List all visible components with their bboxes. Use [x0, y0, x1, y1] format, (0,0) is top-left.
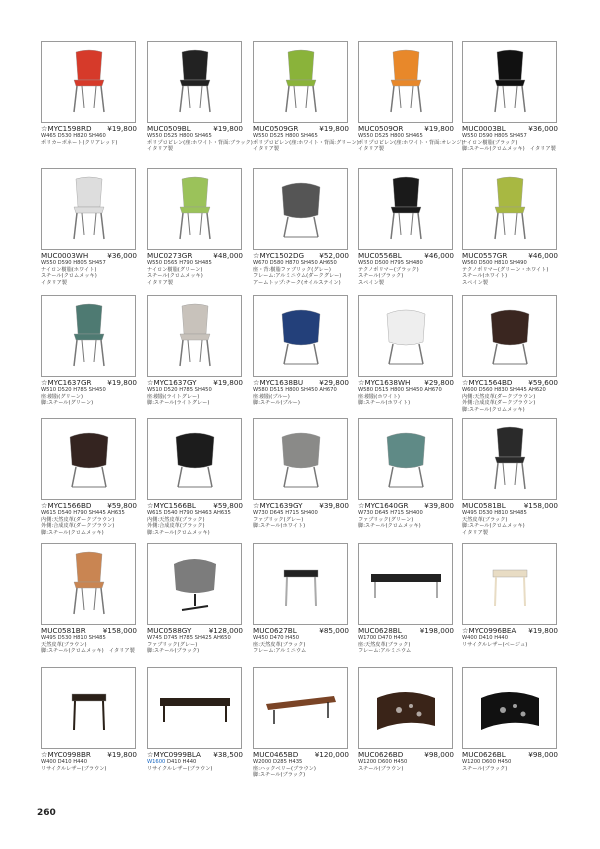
product-code-price: [41, 501, 137, 510]
product-price: ¥98,000: [528, 750, 558, 759]
product-price: ¥128,000: [208, 626, 243, 635]
product-code-price: [253, 251, 349, 260]
product-code: ☆MYC0998BR: [41, 750, 91, 759]
product-code-price: [41, 251, 137, 260]
product-material-line: イタリア製: [41, 279, 67, 286]
product-dimensions: W510 D520 H785 SH450: [41, 387, 106, 393]
product-code: ☆MYC0999BLA: [147, 750, 201, 759]
chair-light-grey-icon: [147, 295, 242, 377]
product-info: [462, 626, 562, 648]
product-code: ☆MYC1566BD: [41, 501, 92, 510]
product-price: ¥85,000: [319, 626, 349, 635]
product-material-line: ファブリック(グレー): [147, 641, 198, 648]
product-info: [358, 626, 458, 655]
product-dimensions: W615 D540 H790 SH463 AH635: [147, 510, 231, 516]
product-info: [41, 501, 141, 536]
product-code-price: [147, 750, 243, 759]
product-code: MUC0273GR: [147, 251, 193, 260]
product-code-price: [358, 251, 454, 260]
product-price: ¥29,800: [319, 378, 349, 387]
product-code: ☆MYC1639GY: [253, 501, 303, 510]
product-price: ¥98,000: [424, 750, 454, 759]
product-info: [147, 626, 247, 655]
product-material-line: スチール(ブラック): [358, 273, 404, 280]
product-code: ☆MYC1637GR: [41, 378, 92, 387]
product-dimensions: W1200 D600 H450: [358, 759, 408, 765]
product-material-line: 天然皮革(ブラウン): [41, 641, 87, 648]
product-code: ☆MYC1566BL: [147, 501, 196, 510]
product-material-line: ファブリック(グレー): [253, 516, 304, 523]
stool-leather-black-icon: [253, 543, 348, 625]
bench-leather-black-icon: [358, 543, 453, 625]
product-material-line: アームトップ:チーク(オイルステイン): [253, 279, 341, 286]
product-price: ¥120,000: [314, 750, 349, 759]
product-price: ¥19,800: [213, 124, 243, 133]
product-price: ¥158,000: [102, 626, 137, 635]
product-dimensions: W495 D530 H810 SH485: [462, 510, 527, 516]
product-material-line: 天然皮革(ブラック): [462, 516, 508, 523]
product-code-price: [462, 251, 558, 260]
product-material-line: リサイクルレザー(ブラウン): [147, 765, 213, 772]
product-material-line: 座:ハックベリー(ブラウン): [253, 765, 316, 772]
product-info: [462, 750, 562, 772]
product-material-line: スチール(ブラック): [462, 765, 508, 772]
product-material-line: 脚:スチール(ブラック): [253, 772, 306, 779]
product-price: ¥19,800: [107, 378, 137, 387]
product-code: ☆MYC1638WH: [358, 378, 411, 387]
product-info: [462, 251, 562, 286]
product-material-line: スチール(クロムメッキ): [41, 273, 97, 280]
chair-lace-white-icon: [41, 168, 136, 250]
product-material-line: 座:樹脂(グリーン): [41, 393, 84, 400]
product-info: [147, 251, 247, 286]
product-price: ¥36,000: [528, 124, 558, 133]
product-price: ¥59,800: [213, 501, 243, 510]
chair-shell-white-olive-icon: [462, 168, 557, 250]
product-code-price: [462, 750, 558, 759]
product-price: ¥198,000: [419, 626, 454, 635]
product-code: MUC0588GY: [147, 626, 192, 635]
product-material-line: イタリア製: [253, 146, 279, 153]
product-code: MUC0581BL: [462, 501, 506, 510]
product-info: [462, 378, 562, 413]
product-material-line: ナイロン樹脂(ブラック): [462, 139, 518, 146]
product-material-line: 座:天然皮革(ブラック): [253, 641, 306, 648]
stool-dark-brown-icon: [41, 667, 136, 749]
product-material-line: 脚:スチール(ブラック): [147, 648, 200, 655]
product-material-line: スチール(ホワイト): [462, 273, 508, 280]
product-code-price: [462, 501, 558, 510]
armchair-dark-brown-icon: [462, 295, 557, 377]
chair-shell-white-green-icon: [253, 41, 348, 123]
product-code: MUC0627BL: [253, 626, 297, 635]
product-price: ¥38,500: [213, 750, 243, 759]
product-dimensions: W400 D410 H440: [41, 759, 88, 765]
product-code-price: [41, 124, 137, 133]
tub-chair-dark-brown-icon: [41, 418, 136, 500]
product-material-line: 脚:スチール(ホワイト): [358, 400, 411, 407]
product-dimensions: W560 D500 H810 SH490: [462, 260, 527, 266]
product-code-price: [147, 501, 243, 510]
product-code-price: [253, 378, 349, 387]
stool-beige-icon: [462, 543, 557, 625]
product-code-price: [358, 501, 454, 510]
product-material-line: 内側:天然皮革(ダークブラウン): [462, 393, 536, 400]
product-material-line: 外側:合成皮革(ブラック): [147, 523, 205, 530]
product-dimensions: W495 D530 H810 SH485: [41, 635, 106, 641]
product-dimensions: W745 D745 H785 SH425 AH650: [147, 635, 231, 641]
product-material-line: 脚:スチール(ブルー): [253, 400, 300, 407]
product-code-price: [41, 378, 137, 387]
product-material-line: ポリプロピレン(座:ホワイト・背面:オレンジ): [358, 139, 464, 146]
product-material-line: 脚:スチール(クロムメッキ): [147, 529, 210, 536]
product-code-price: [358, 378, 454, 387]
product-code: MUC0628BL: [358, 626, 402, 635]
product-info: [253, 378, 353, 407]
product-dimensions: W730 D645 H715 SH400: [358, 510, 423, 516]
product-price: ¥19,800: [213, 378, 243, 387]
product-material-line: 脚:スチール(クロムメッキ): [462, 406, 525, 413]
product-info: [147, 378, 247, 407]
product-material-line: ナイロン樹脂(グリーン): [147, 266, 203, 273]
chair-lace-green-icon: [147, 168, 242, 250]
product-info: [358, 501, 458, 530]
product-material-line: スペイン製: [462, 279, 488, 286]
chair-shell-black-icon: [358, 168, 453, 250]
armchair-white-icon: [358, 295, 453, 377]
product-code-price: [253, 626, 349, 635]
product-dimensions: W670 D580 H870 SH450 AH650: [253, 260, 337, 266]
product-code: MUC0626BL: [462, 750, 506, 759]
chair-leather-black-scene-icon: [462, 418, 557, 500]
product-code-price: [358, 626, 454, 635]
product-code-price: [358, 750, 454, 759]
lounge-chair-grey-icon: [253, 418, 348, 500]
product-info: [41, 251, 141, 286]
chair-shell-white-black-icon: [147, 41, 242, 123]
product-dimensions: [147, 759, 247, 766]
product-price: ¥36,000: [107, 251, 137, 260]
dimension-rest: D410 H440: [165, 759, 197, 765]
product-code: ☆MYC1637GY: [147, 378, 197, 387]
product-material-line: テクノポリマー(グリーン・ホワイト): [462, 266, 549, 273]
product-dimensions: W450 D470 H450: [253, 635, 300, 641]
product-info: [253, 626, 353, 655]
product-info: [41, 626, 141, 655]
lounge-chair-teal-icon: [358, 418, 453, 500]
product-material-line: スペイン製: [358, 279, 384, 286]
product-material-line: 脚:スチール(グリーン): [41, 400, 94, 407]
product-code: MUC0626BD: [358, 750, 404, 759]
product-info: [358, 378, 458, 407]
product-material-line: イタリア製: [358, 146, 384, 153]
product-code: MUC0003BL: [462, 124, 506, 133]
product-price: ¥46,000: [528, 251, 558, 260]
product-info: [253, 251, 353, 286]
product-material-line: イタリア製: [462, 529, 488, 536]
product-info: [41, 124, 141, 146]
product-material-line: リサイクルレザー(ベージュ): [462, 641, 528, 648]
product-dimensions: W2000 D285 H435: [253, 759, 303, 765]
product-material-line: 座:樹脂(ブルー): [253, 393, 290, 400]
product-code-price: [147, 378, 243, 387]
chair-lace-black-icon: [462, 41, 557, 123]
product-code-price: [41, 750, 137, 759]
product-material-line: フレーム:アルミニウム: [358, 648, 412, 655]
product-code-price: [147, 626, 243, 635]
product-dimensions: W615 D540 H790 SH445 AH635: [41, 510, 125, 516]
product-material-line: リサイクルレザー(ブラウン): [41, 765, 107, 772]
product-code: ☆MYC1598RD: [41, 124, 92, 133]
product-price: ¥52,000: [319, 251, 349, 260]
product-dimensions: W730 D645 H715 SH400: [253, 510, 318, 516]
product-code: MUC0509BL: [147, 124, 191, 133]
product-code: ☆MYC1638BU: [253, 378, 304, 387]
product-material-line: ポリカーボネート(クリアレッド): [41, 139, 118, 146]
product-info: [462, 501, 562, 536]
page-number: 260: [37, 808, 56, 818]
product-material-line: 脚:スチール(クロムメッキ): [41, 529, 104, 536]
product-code: MUC0557GR: [462, 251, 508, 260]
product-material-line: 座:樹脂(ライトグレー): [147, 393, 200, 400]
product-info: [358, 124, 464, 153]
product-code: ☆MYC1564BD: [462, 378, 513, 387]
product-price: ¥59,600: [528, 378, 558, 387]
product-code-price: [253, 750, 349, 759]
product-info: [41, 378, 141, 407]
bench-cutout-black-icon: [462, 667, 557, 749]
product-material-line: 外側:合成皮革(ダークブラウン): [41, 523, 115, 530]
product-material-line: ファブリック(グリーン): [358, 516, 414, 523]
armchair-blue-icon: [253, 295, 348, 377]
product-code: MUC0509GR: [253, 124, 299, 133]
bench-cutout-brown-icon: [358, 667, 453, 749]
product-price: ¥46,000: [424, 251, 454, 260]
product-info: [147, 124, 253, 153]
product-material-line: 脚:スチール(ホワイト): [253, 523, 306, 530]
product-price: ¥158,000: [523, 501, 558, 510]
product-dimensions: W550 D590 H805 SH457: [41, 260, 106, 266]
product-price: ¥48,000: [213, 251, 243, 260]
product-code: MUC0003WH: [41, 251, 89, 260]
product-material-line: テクノポリマー(ブラック): [358, 266, 419, 273]
product-material-line: ポリプロピレン(座:ホワイト・背面:ブラック): [147, 139, 253, 146]
product-dimensions: W465 D530 H820 SH460: [41, 133, 106, 139]
chair-teal-icon: [41, 295, 136, 377]
product-price: ¥59,800: [107, 501, 137, 510]
product-material-line: ポリプロピレン(座:ホワイト・背面:グリーン): [253, 139, 359, 146]
dimension-width-highlight: W1600: [147, 759, 166, 765]
product-code: MUC0556BL: [358, 251, 402, 260]
product-info: [462, 124, 562, 153]
product-code-price: [462, 626, 558, 635]
chair-shell-white-orange-icon: [358, 41, 453, 123]
product-material-line: 外側:合成皮革(ダークブラウン): [462, 400, 536, 407]
product-dimensions: W550 D590 H805 SH457: [462, 133, 527, 139]
product-price: ¥19,800: [319, 124, 349, 133]
product-dimensions: W400 D410 H440: [462, 635, 509, 641]
product-code-price: [253, 501, 349, 510]
product-dimensions: W600 D560 H830 SH445 AH620: [462, 387, 546, 393]
product-price: ¥39,800: [319, 501, 349, 510]
product-code-price: [253, 124, 349, 133]
product-info: [147, 750, 247, 772]
product-code-price: [147, 251, 243, 260]
product-material-line: 座・背:樹脂ファブリック(グレー): [253, 266, 331, 273]
product-dimensions: W550 D525 H800 SH465: [358, 133, 423, 139]
product-code: ☆MYC1502DG: [253, 251, 305, 260]
product-material-line: 座:樹脂(ホワイト): [358, 393, 400, 400]
product-info: [41, 750, 141, 772]
bench-dark-brown-icon: [147, 667, 242, 749]
swivel-chair-grey-icon: [147, 543, 242, 625]
product-dimensions: W1700 D470 H450: [358, 635, 408, 641]
tub-chair-black-icon: [147, 418, 242, 500]
product-dimensions: W550 D565 H790 SH485: [147, 260, 212, 266]
product-price: ¥39,800: [424, 501, 454, 510]
product-code-price: [462, 378, 558, 387]
product-price: ¥29,800: [424, 378, 454, 387]
product-material-line: ナイロン樹脂(ホワイト): [41, 266, 97, 273]
product-material-line: スチール(クロムメッキ): [147, 273, 203, 280]
product-dimensions: W550 D500 H795 SH480: [358, 260, 423, 266]
product-material-line: スチール(ブラウン): [358, 765, 404, 772]
product-code: MUC0465BD: [253, 750, 299, 759]
product-material-line: イタリア製: [147, 279, 173, 286]
product-dimensions: W580 D515 H800 SH450 AH670: [358, 387, 442, 393]
product-price: ¥19,800: [107, 124, 137, 133]
product-info: [253, 124, 359, 153]
product-material-line: フレーム:アルミニウム(ダークグレー): [253, 273, 342, 280]
product-dimensions: W1200 D600 H450: [462, 759, 512, 765]
product-material-line: フレーム:アルミニウム: [253, 648, 307, 655]
product-code-price: [147, 124, 243, 133]
product-code-price: [358, 124, 454, 133]
product-code: MUC0509OR: [358, 124, 404, 133]
product-material-line: 脚:スチール(クロムメッキ): [462, 523, 525, 530]
product-dimensions: W550 D525 H800 SH465: [253, 133, 318, 139]
product-material-line: 脚:スチール(クロムメッキ) イタリア製: [41, 648, 135, 655]
product-code-price: [41, 626, 137, 635]
product-material-line: 座:天然皮革(ブラック): [358, 641, 411, 648]
product-info: [147, 501, 247, 536]
product-material-line: 脚:スチール(クロムメッキ): [358, 523, 421, 530]
product-dimensions: W510 D520 H785 SH450: [147, 387, 212, 393]
product-price: ¥19,800: [528, 626, 558, 635]
product-info: [253, 501, 353, 530]
product-material-line: 脚:スチール(ライトグレー): [147, 400, 210, 407]
armchair-outdoor-grey-icon: [253, 168, 348, 250]
product-code: ☆MYC0996BEA: [462, 626, 517, 635]
product-info: [358, 251, 458, 286]
product-code: MUC0581BR: [41, 626, 86, 635]
product-code-price: [462, 124, 558, 133]
product-material-line: 脚:スチール(クロムメッキ) イタリア製: [462, 146, 556, 153]
chair-clear-red-icon: [41, 41, 136, 123]
product-material-line: 内側:天然皮革(ブラック): [147, 516, 205, 523]
product-info: [253, 750, 353, 779]
product-dimensions: W580 D515 H800 SH450 AH670: [253, 387, 337, 393]
product-price: ¥19,800: [107, 750, 137, 759]
product-material-line: 内側:天然皮革(ダークブラウン): [41, 516, 115, 523]
bench-wood-icon: [253, 667, 348, 749]
chair-leather-tan-icon: [41, 543, 136, 625]
product-material-line: イタリア製: [147, 146, 173, 153]
product-info: [358, 750, 458, 772]
product-code: ☆MYC1640GR: [358, 501, 409, 510]
product-price: ¥19,800: [424, 124, 454, 133]
product-dimensions: W550 D525 H800 SH465: [147, 133, 212, 139]
